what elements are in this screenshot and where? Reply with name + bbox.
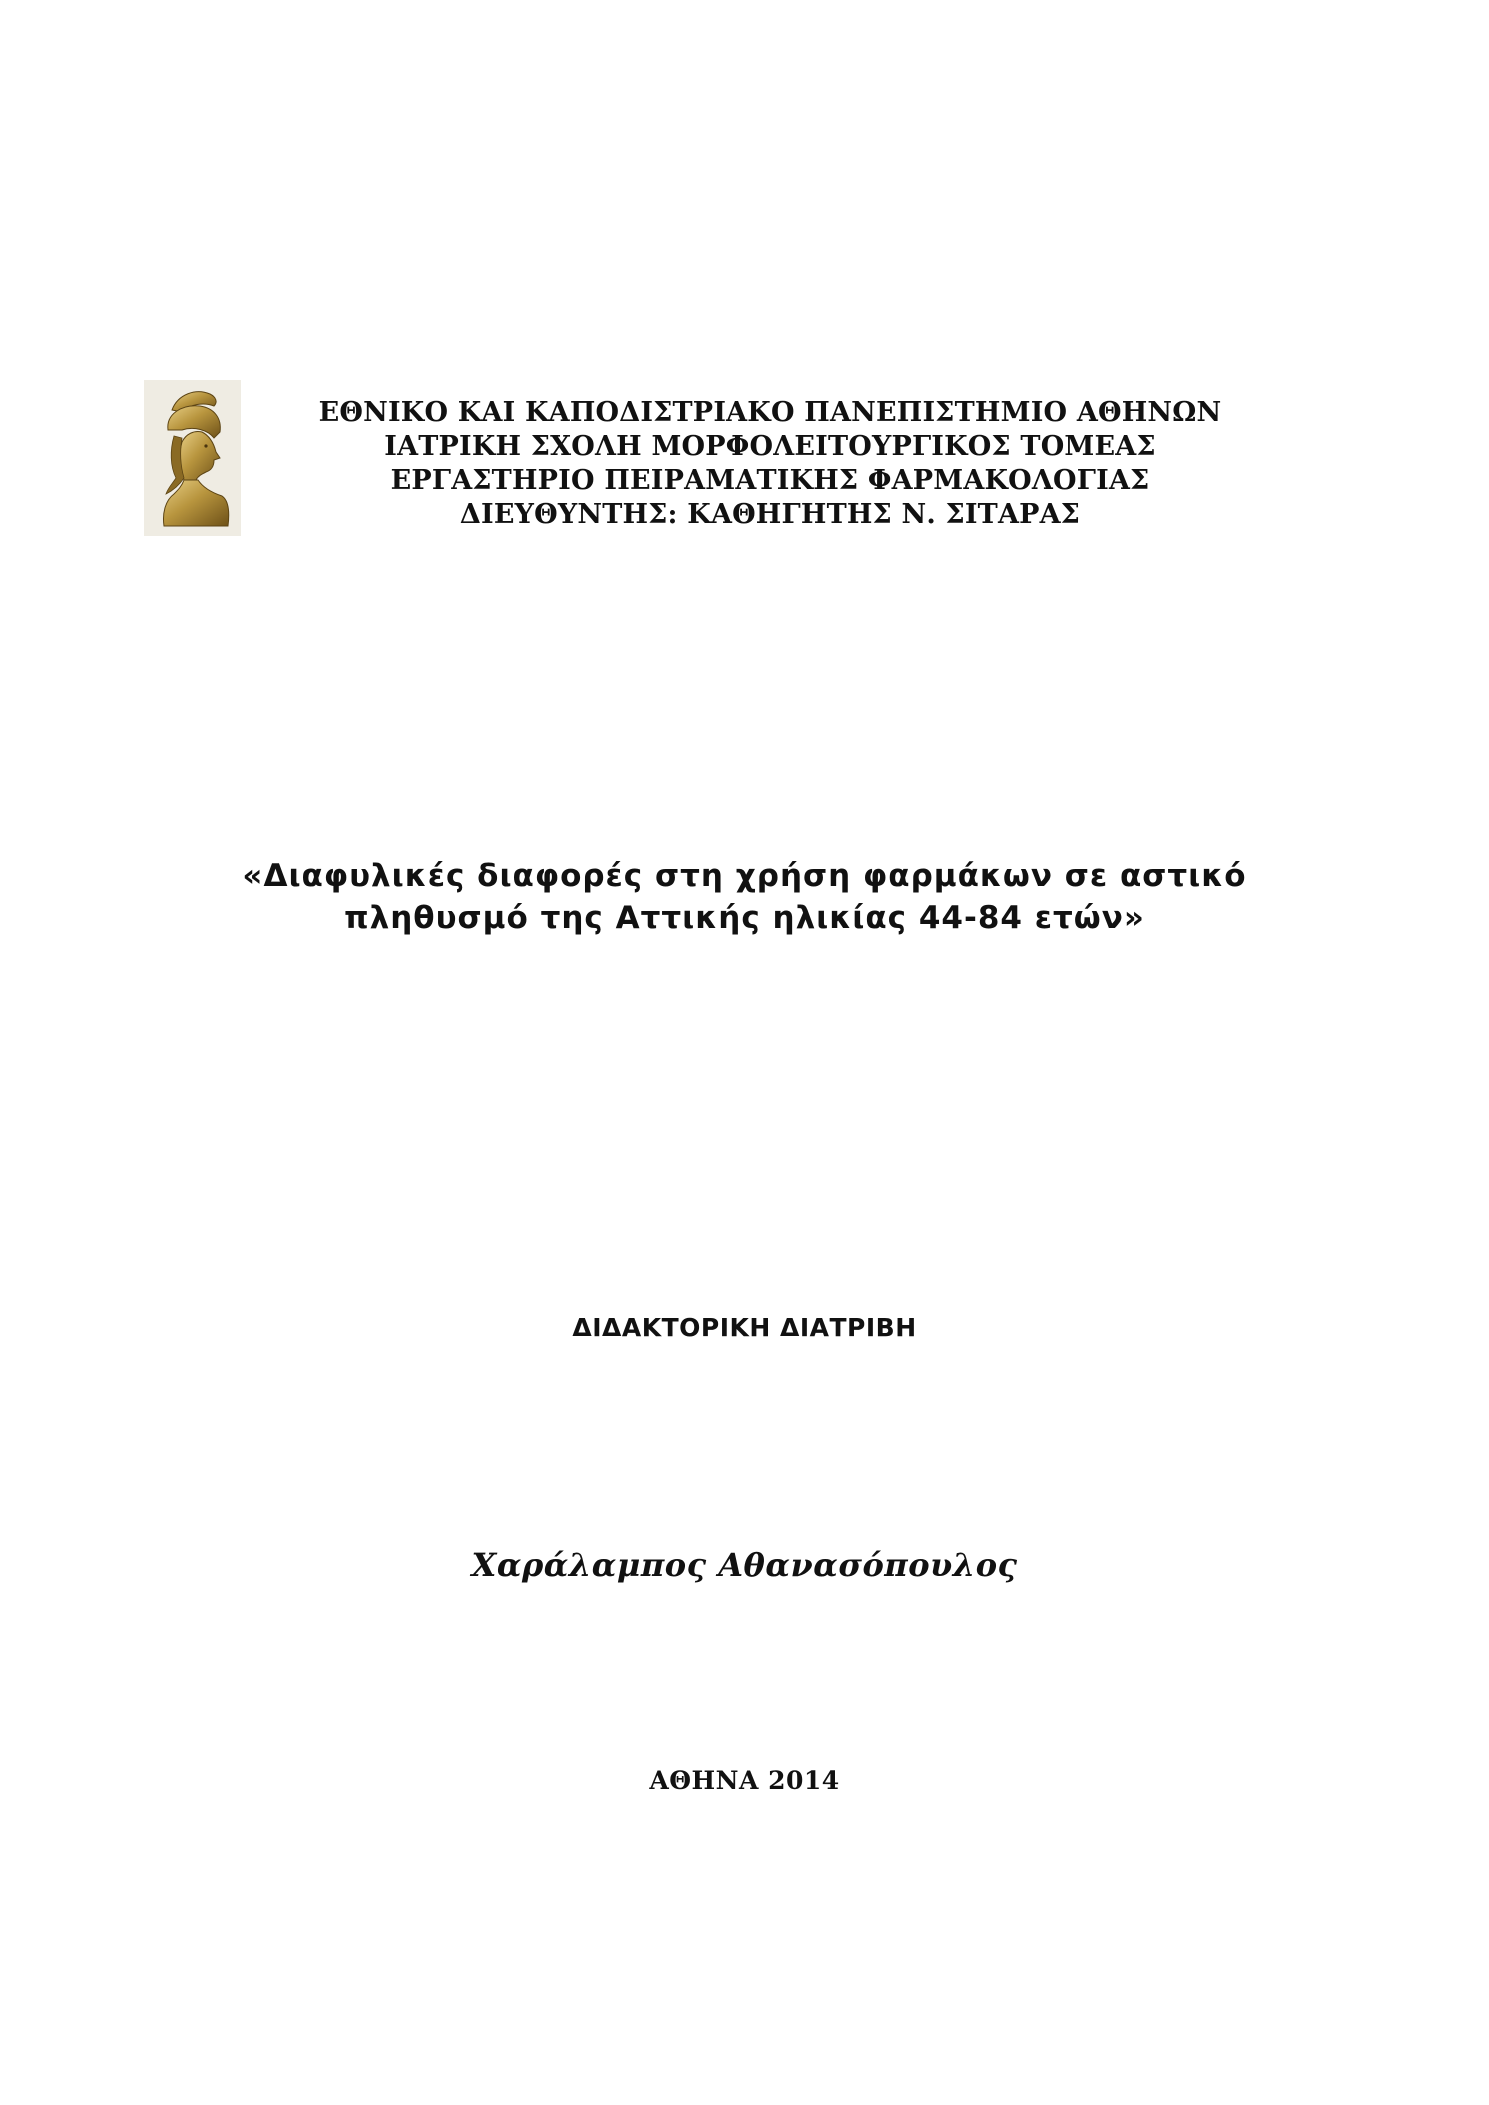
- document-type: ΔΙΔΑΚΤΟΡΙΚΗ ΔΙΑΤΡΙΒΗ: [572, 1313, 917, 1342]
- thesis-title-line-1: «Διαφυλικές διαφορές στη χρήση φαρμάκων σε αστικό: [242, 858, 1247, 894]
- school-department: ΙΑΤΡΙΚΗ ΣΧΟΛΗ ΜΟΡΦΟΛΕΙΤΟΥΡΓΙΚΟΣ ΤΟΜΕΑΣ: [384, 431, 1156, 462]
- thesis-title: [0, 855, 1489, 939]
- laboratory-name: ΕΡΓΑΣΤΗΡΙΟ ΠΕΙΡΑΜΑΤΙΚΗΣ ΦΑΡΜΑΚΟΛΟΓΙΑΣ: [390, 465, 1150, 496]
- athena-head-emblem-icon: [144, 380, 241, 536]
- author-name: Χαράλαμπος Αθανασόπουλος: [471, 1546, 1018, 1584]
- university-name: ΕΘΝΙΚΟ ΚΑΙ ΚΑΠΟΔΙΣΤΡΙΑΚΟ ΠΑΝΕΠΙΣΤΗΜΙΟ ΑΘΗΝΩΝ: [318, 397, 1222, 428]
- institution-header: [260, 396, 1280, 532]
- place-and-year: ΑΘΗΝΑ 2014: [649, 1766, 840, 1795]
- thesis-title-line-2: πληθυσμό της Αττικής ηλικίας 44-84 ετών»: [344, 900, 1145, 936]
- director-name: ΔΙΕΥΘΥΝΤΗΣ: ΚΑΘΗΓΗΤΗΣ Ν. ΣΙΤΑΡΑΣ: [459, 499, 1081, 530]
